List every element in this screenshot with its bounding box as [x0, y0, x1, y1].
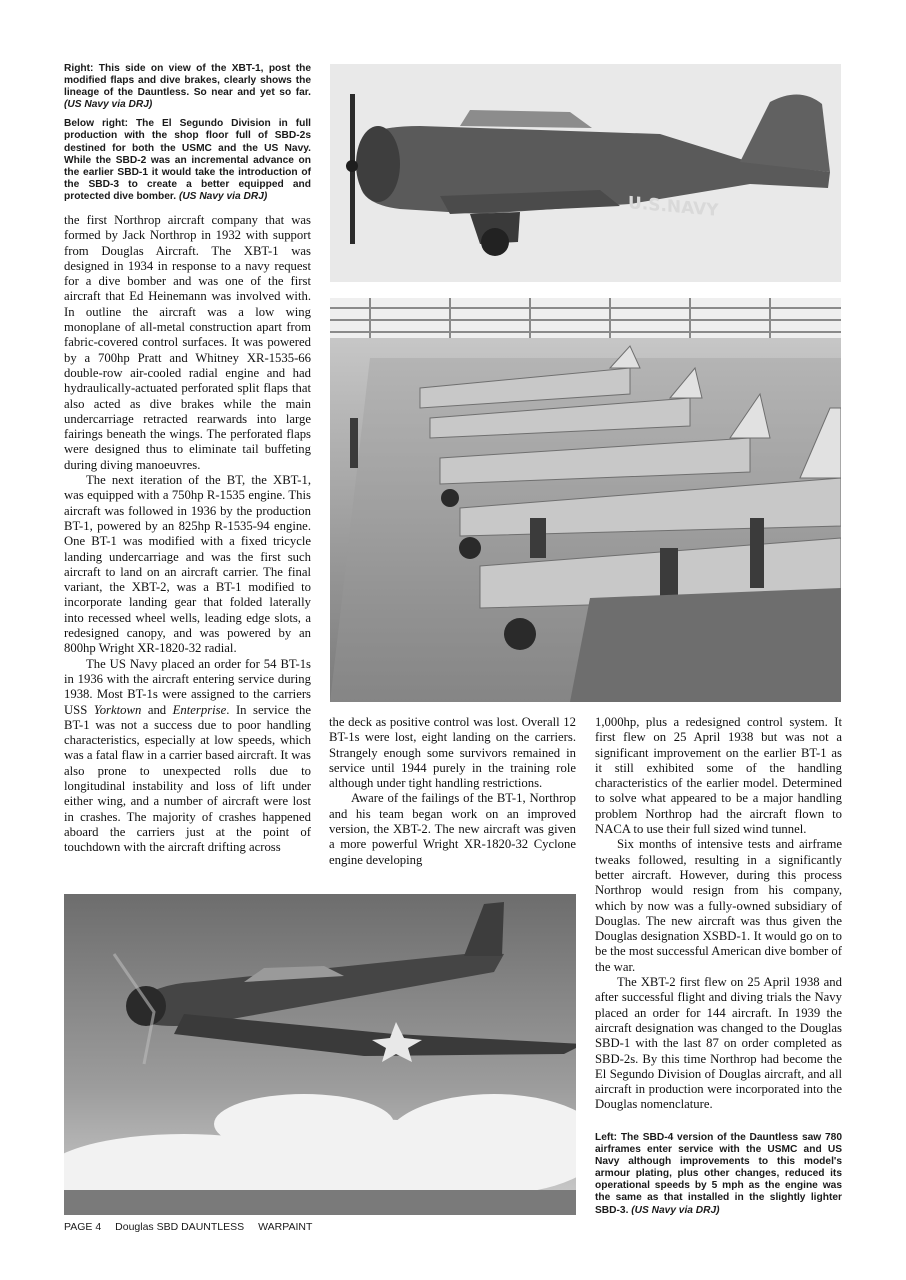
xbt1-photo	[330, 64, 841, 282]
caption-top	[64, 63, 311, 203]
col2-paragraph-2: Aware of the failings of the BT-1, Northrop and his team began work on an improved version, the XBT-2. The new aircraft was given a more powerful Wright XR-1820-32 Cyclone engine developing	[329, 791, 576, 867]
us-navy-marking: U.S.NAVY	[628, 193, 719, 221]
page-number: PAGE 4	[64, 1221, 102, 1233]
ship-name-yorktown: Yorktown	[93, 702, 142, 717]
sbd4-photo	[64, 894, 576, 1215]
page-footer	[64, 1221, 326, 1233]
column-3-text	[595, 715, 842, 1113]
caption-right: Right: This side on view of the XBT-1, post the modified flaps and dive brakes, clearly shows the lineage of the Dauntless. So near and yet so far. (US Navy via DRJ)	[64, 63, 311, 111]
series-name: WARPAINT	[258, 1221, 313, 1233]
col1-paragraph-1: the first Northrop aircraft company that was formed by Jack Northrop in 1932 with support from Douglas Aircraft. The XBT-1 was designed in 1934 in response to a navy request for a dive bomber and was one of the first aircraft that Ed Heinemann was involved with. In outline the aircraft was a low wing monoplane of all-metal construction apart from fabric-covered control surfaces. It was powered by a 700hp Pratt and Whitney XR-1535-66 double-row air-cooled radial engine and had hydraulically-actuated perforated split flaps that also acted as dive brakes while the main undercarriage retracted rearwards into large fairings beneath the wings. The perforated flaps were designed thus to eliminate tail buffeting during diving manoeuvres.	[64, 213, 311, 472]
column-1-text	[64, 213, 311, 855]
factory-photo	[330, 298, 841, 702]
col2-paragraph-1: the deck as positive control was lost. Overall 12 BT-1s were lost, eight landing on the carriers. Strangely enough some survivors remained in service until 1944 purely in the training role although under tight handling restrictions.	[329, 715, 576, 791]
column-2-text	[329, 715, 576, 868]
col1-paragraph-2: The next iteration of the BT, the XBT-1, was equipped with a 750hp R-1535 engine. This aircraft was followed in 1936 by the production BT-1, powered by an 825hp R-1535-94 engine. One BT-1 was modified with a fixed tricycle landing undercarriage and was the first such aircraft to land on an aircraft carrier. The final variant, the XBT-2, was a BT-1 modified to incorporate landing gear that folded laterally into recessed wheel wells, leading edge slots, a redesigned canopy, and was powered by an 800hp Wright XR-1820-32 radial.	[64, 473, 311, 656]
caption-left: Left: The SBD-4 version of the Dauntless saw 780 airframes enter service with the USMC and US Navy although improvements to this model's armour plating, plus other changes, reduced its operational speeds by 5 mph as the engine was the same as that installed in the slightly lighter SBD-3. (US Navy via DRJ)	[595, 1132, 842, 1216]
col3-paragraph-1: 1,000hp, plus a redesigned control system. It first flew on 25 April 1938 but was not a significant improvement on the earlier BT-1 as it still exhibited some of the handling characteristics of the earlier model. Determined to solve what appeared to be a major handling problem Northrop had the aircraft flown to NACA to use their full sized wind tunnel.	[595, 715, 842, 837]
col3-paragraph-3: The XBT-2 first flew on 25 April 1938 and after successful flight and diving trials the Navy placed an order for 144 aircraft. In 1939 the aircraft designation was changed to the Douglas SBD-1 with the last 87 on order completed as SBD-2s. By this time Northrop had become the El Segundo Division of Douglas aircraft, and all aircraft in production were incorporated into the Douglas nomenclature.	[595, 975, 842, 1112]
publication-title: Douglas SBD DAUNTLESS	[115, 1221, 245, 1233]
ship-name-enterprise: Enterprise	[172, 702, 227, 717]
col3-paragraph-2: Six months of intensive tests and airframe tweaks followed, resulting in a significantly better aircraft. However, during this process Northrop would resign from his company, which by now was a fully-owned subsidiary of Douglas. The new aircraft was thus given the Douglas designation XSBD-1. It would go on to be the most successful American dive bomber of the war.	[595, 837, 842, 974]
caption-below-right: Below right: The El Segundo Division in full production with the shop floor full of SBD-2s destined for both the USMC and the US Navy. While the SBD-2 was an incremental advance on the earlier SBD-1 it would take the introduction of the SBD-3 to create a better equipped and protected dive bomber. (US Navy via DRJ)	[64, 118, 311, 202]
col1-paragraph-3: The US Navy placed an order for 54 BT-1s in 1936 with the aircraft entering service during 1938. Most BT-1s were assigned to the carriers USS Yorktown and Enterprise. In service the BT-1 was not a success due to poor handling characteristics, especially at low speeds, which was a fatal flaw in a carrier based aircraft. It was also prone to unexpected rolls due to longitudinal instability and loss of lift under either wing, and a number of aircraft were lost in crashes. The majority of crashes happened aboard the carriers just at the point of touchdown with the aircraft drifting across	[64, 656, 311, 855]
